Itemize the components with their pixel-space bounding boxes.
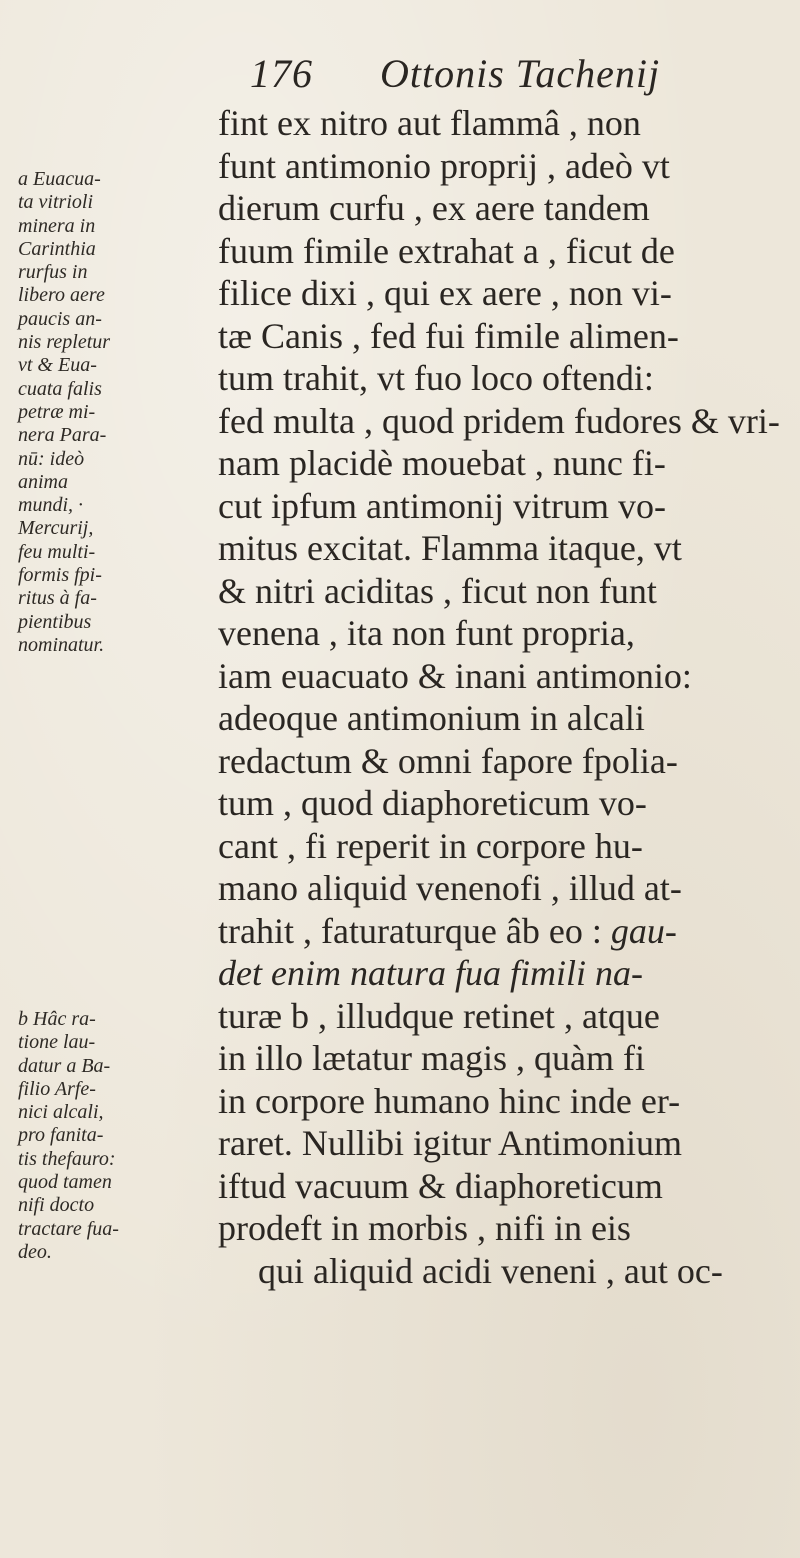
main-text-block xyxy=(218,102,796,1292)
text-line: tæ Canis , fed fui fimile alimen- xyxy=(218,315,679,356)
text-line: tum , quod diaphoreticum vo- xyxy=(218,783,647,823)
margin-note-line: anima xyxy=(18,470,68,493)
text-line: dierum curfu , ex aere tandem xyxy=(218,188,650,228)
text-line: prodeft in morbis , nifi in eis xyxy=(218,1208,631,1248)
text-line: nam placidè mouebat , nunc fi- xyxy=(218,443,666,483)
margin-note-line: Mercurij, xyxy=(18,517,94,540)
margin-note-line: mundi, · xyxy=(18,494,83,517)
margin-note-line: vt & Eua- xyxy=(18,354,97,377)
text-line: iam euacuato & inani antimonio: xyxy=(218,655,692,696)
margin-note-line: nera Para- xyxy=(18,424,107,447)
text-line: cant , fi reperit in corpore hu- xyxy=(218,825,643,866)
text-line: venena , ita non funt propria, xyxy=(218,613,635,653)
text-line: & nitri aciditas , ficut non funt xyxy=(218,570,657,611)
margin-note-line: nominatur. xyxy=(18,633,105,656)
text-line: funt antimonio proprij , adeò vt xyxy=(218,145,670,186)
text-line: turæ b , illudque retinet , atque xyxy=(218,995,660,1036)
text-line: in illo lætatur magis , quàm fi xyxy=(218,1038,645,1078)
text-line: fed multa , quod pridem fudores & vri- xyxy=(218,400,780,441)
text-line: fint ex nitro aut flammâ , non xyxy=(218,103,641,143)
margin-note-line: feu multi- xyxy=(18,540,96,563)
margin-note-line: nifi docto xyxy=(18,1194,95,1217)
margin-note-line: Carinthia xyxy=(18,237,96,260)
text-line: iftud vacuum & diaphoreticum xyxy=(218,1165,663,1206)
italic-segment: gau- xyxy=(610,910,677,951)
running-head: Ottonis Tachenij xyxy=(380,51,661,96)
margin-note-a xyxy=(18,168,223,657)
text-line: cut ipfum antimonij vitrum vo- xyxy=(218,485,666,526)
margin-note-line: b Hâc ra- xyxy=(18,1008,96,1030)
text-line-with-italic-tail xyxy=(218,910,796,953)
margin-note-line: pro fanita- xyxy=(18,1124,104,1147)
margin-note-line: quod tamen xyxy=(18,1171,112,1194)
page-header xyxy=(250,50,710,110)
margin-note-line: deo. xyxy=(18,1240,52,1263)
margin-note-line: a Euacua- xyxy=(18,168,101,190)
margin-note-line: paucis an- xyxy=(18,307,102,330)
text-line: redactum & omni fapore fpolia- xyxy=(218,740,678,781)
margin-note-line: minera in xyxy=(18,214,96,237)
margin-note-line: ta vitrioli xyxy=(18,191,93,214)
margin-note-line: nis repletur xyxy=(18,331,111,354)
page-number: 176 xyxy=(250,51,313,96)
margin-note-line: datur a Ba- xyxy=(18,1054,111,1077)
text-line: mano aliquid venenofi , illud at- xyxy=(218,868,682,908)
margin-note-line: nū: ideò xyxy=(18,447,85,470)
margin-note-line: rurfus in xyxy=(18,261,88,284)
text-line: adeoque antimonium in alcali xyxy=(218,698,645,738)
margin-note-line: pientibus xyxy=(18,610,92,633)
margin-note-line: tis thefauro: xyxy=(18,1147,116,1170)
margin-note-line: petræ mi- xyxy=(18,400,96,423)
text-line: filice dixi , qui ex aere , non vi- xyxy=(218,273,672,313)
text-line: qui aliquid acidi veneni , aut oc- xyxy=(258,1250,723,1291)
margin-note-line: filio Arfe- xyxy=(18,1077,96,1100)
margin-note-line: tractare fua- xyxy=(18,1217,119,1240)
text-line: fuum fimile extrahat a , ficut de xyxy=(218,230,675,271)
margin-note-line: ritus à fa- xyxy=(18,587,97,610)
text-line: mitus excitat. Flamma itaque, vt xyxy=(218,528,682,568)
italic-text-line: det enim natura fua fimili na- xyxy=(218,953,643,993)
margin-note-line: formis fpi- xyxy=(18,564,102,587)
margin-note-line: tione lau- xyxy=(18,1031,96,1054)
margin-note-b xyxy=(18,1008,223,1264)
text-segment: trahit , faturaturque âb eo : xyxy=(218,910,602,951)
text-line: in corpore humano hinc inde er- xyxy=(218,1080,681,1121)
text-line: tum trahit, vt fuo loco oftendi: xyxy=(218,358,654,398)
margin-note-line: cuata falis xyxy=(18,377,102,400)
margin-note-line: libero aere xyxy=(18,284,105,307)
text-line: raret. Nullibi igitur Antimonium xyxy=(218,1123,682,1163)
margin-note-line: nici alcali, xyxy=(18,1101,104,1124)
